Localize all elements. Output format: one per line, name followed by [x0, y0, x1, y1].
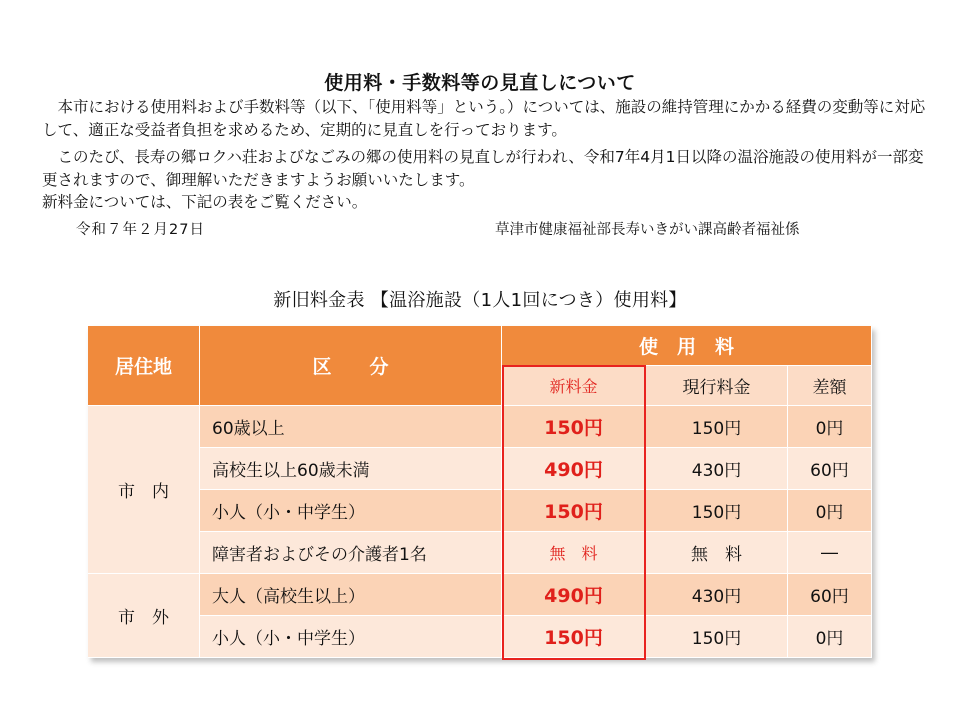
row-difference: ― — [788, 532, 872, 574]
row-category: 小人（小・中学生） — [200, 490, 502, 532]
row-category: 障害者およびその介護者1名 — [200, 532, 502, 574]
row-current-fee: 150円 — [646, 406, 788, 448]
fee-table — [88, 326, 872, 658]
row-difference: 0円 — [788, 616, 872, 658]
row-category: 大人（高校生以上） — [200, 574, 502, 616]
row-new-fee: 無 料 — [502, 532, 646, 574]
row-new-fee: 490円 — [502, 448, 646, 490]
header-difference: 差額 — [788, 366, 872, 406]
header-fee: 使 用 料 — [502, 326, 872, 366]
row-category: 60歳以上 — [200, 406, 502, 448]
row-difference: 60円 — [788, 448, 872, 490]
notice-paragraph: このたび、長寿の郷ロクハ荘およびなごみの郷の使用料の見直しが行われ、令和7年4月1日以降の温浴施設の使用料が一部変更されますので、御理解いただきますようお願いいたします。 — [42, 148, 924, 189]
row-category: 高校生以上60歳未満 — [200, 448, 502, 490]
row-current-fee: 150円 — [646, 616, 788, 658]
table-title: 新旧料金表 【温浴施設（1人1回につき）使用料】 — [273, 290, 687, 311]
row-new-fee: 150円 — [502, 616, 646, 658]
issue-date: 令和７年２月27日 — [76, 222, 205, 238]
row-category: 小人（小・中学生） — [200, 616, 502, 658]
row-difference: 60円 — [788, 574, 872, 616]
row-new-fee: 150円 — [502, 490, 646, 532]
row-difference: 0円 — [788, 490, 872, 532]
row-current-fee: 430円 — [646, 448, 788, 490]
header-category: 区 分 — [200, 326, 502, 406]
row-new-fee: 490円 — [502, 574, 646, 616]
row-current-fee: 430円 — [646, 574, 788, 616]
group-out-of-city: 市 外 — [88, 574, 200, 658]
department-name: 草津市健康福祉部長寿いきがい課高齢者福祉係 — [495, 222, 800, 238]
intro-paragraph: 本市における使用料および手数料等（以下、「使用料等」という。）については、施設の維持管理にかかる経費の変動等に対応して、適正な受益者負担を求めるため、定期的に見直しを行っております。 — [42, 98, 926, 139]
row-difference: 0円 — [788, 406, 872, 448]
header-residence: 居住地 — [88, 326, 200, 406]
row-current-fee: 無 料 — [646, 532, 788, 574]
row-current-fee: 150円 — [646, 490, 788, 532]
header-current-fee: 現行料金 — [646, 366, 788, 406]
reference-paragraph: 新料金については、下記の表をご覧ください。 — [42, 193, 368, 211]
page-title: 使用料・手数料等の見直しについて — [324, 72, 636, 94]
group-in-city: 市 内 — [88, 406, 200, 574]
header-new-fee: 新料金 — [502, 366, 646, 406]
row-new-fee: 150円 — [502, 406, 646, 448]
